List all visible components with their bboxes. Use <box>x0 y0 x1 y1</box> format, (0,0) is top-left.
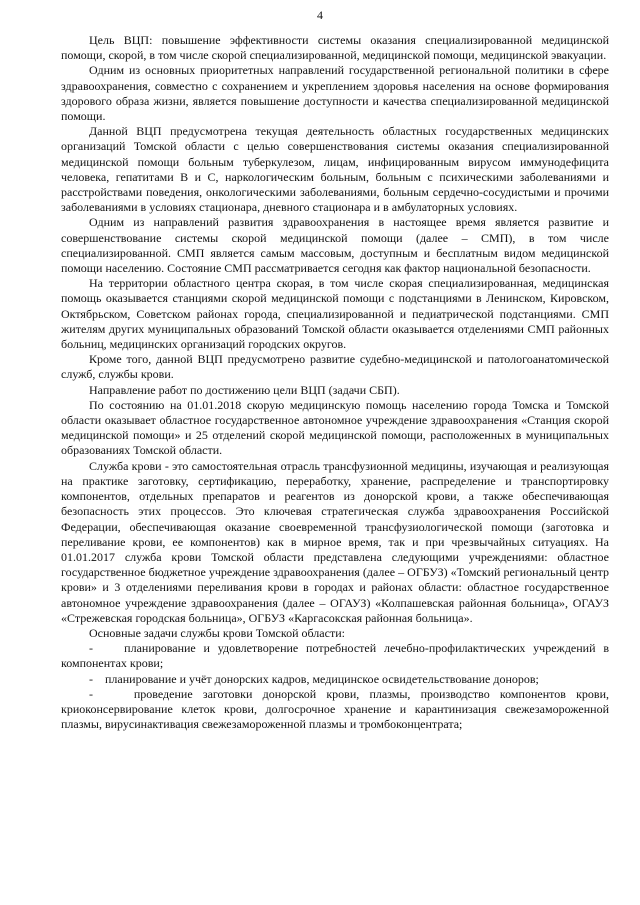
paragraph-vcp-activity: Данной ВЦП предусмотрена текущая деятельность областных государственных медицинских организаций Томской области с целью совершенствования системы оказания специализированной медицинской помощи больным туберкулезом, лицам, инфицированным вирусом иммунодефицита человека, гепатитами В и С, наркологическим больным, больным с психическими заболеваниями и расстройствами поведения, онкологическими заболеваниями, больным сердечно-сосудистыми и прочими заболеваниями в условиях стационара, дневного стационара и в амбулаторных условиях. <box>61 124 609 215</box>
paragraph-additional-services: Кроме того, данной ВЦП предусмотрено развитие судебно-медицинской и патологоанатомической служб, службы крови. <box>61 352 609 382</box>
list-item-task-1: - планирование и удовлетворение потребностей лечебно-профилактических учреждений в компонентах крови; <box>61 641 609 671</box>
document-body <box>61 33 609 732</box>
paragraph-goal: Цель ВЦП: повышение эффективности системы оказания специализированной медицинской помощи, скорой, в том числе скорой специализированной, медицинской помощи, медицинской эвакуации. <box>61 33 609 63</box>
list-item-task-2: - планирование и учёт донорских кадров, медицинское освидетельствование доноров; <box>89 671 539 686</box>
list-item-task-3: - проведение заготовки донорской крови, плазмы, производство компонентов крови, криоконсервирование клеток крови, долгосрочное хранение и карантинизация свежезамороженной плазмы, вирусинактивация свежезамороженной плазмы и тромбоконцентрата; <box>61 686 609 732</box>
paragraph-blood-service: Служба крови - это самостоятельная отрасль трансфузионной медицины, изучающая и реализующая на практике заготовку, сертификацию, переработку, хранение, распределение и транспортировку компонентов, отдельных препаратов и реагентов из донорской крови, а также обеспечивающая безопасность этих процессов. Это ключевая стратегическая служба здравоохранения Российской Федерации, обеспечивающая оказание своевременной трансфузиологической помощи (заготовка и переливание крови, ее компонентов) как в мирное время, так и при чрезвычайных ситуациях. На 01.01.2017 служба крови Томской области представлена следующими учреждениями: областное государственное бюджетное учреждение здравоохранения (далее – ОГБУЗ) «Томский региональный центр крови» и 3 отделениями переливания крови в городах и районах области: областное государственное автономное учреждение здравоохранения (далее – ОГАУЗ) «Колпашевская районная больница», ОГАУЗ «Стрежевская городская больница», ОГБУЗ «Каргасокская районная больница». <box>61 458 609 625</box>
paragraph-work-direction: Направление работ по достижению цели ВЦП (задачи СБП). <box>89 382 400 397</box>
page-number: 4 <box>317 8 323 22</box>
paragraph-blood-tasks-heading: Основные задачи службы крови Томской области: <box>89 625 345 640</box>
paragraph-priority: Одним из основных приоритетных направлений государственной региональной политики в сфере здравоохранения, совместно с сохранением и укреплением здоровья населения на основе формирования здорового образа жизни, является повышение доступности и качества специализированной медицинской помощи. <box>61 63 609 124</box>
paragraph-smp-development: Одним из направлений развития здравоохранения в настоящее время является развитие и совершенствование системы скорой медицинской помощи (далее – СМП), в том числе специализированной. СМП является самым массовым, доступным и бесплатным видом медицинской помощи населению. Состояние СМП рассматривается сегодня как фактор национальной безопасности. <box>61 215 609 276</box>
paragraph-regional-center: На территории областного центра скорая, в том числе скорая специализированная, медицинская помощь оказывается станциями скорой медицинской помощи с подстанциями в Ленинском, Кировском, Октябрьском, Советском районах города, специализированной и педиатрической подстанциями. СМП жителям других муниципальных образований Томской области оказывается отделениями СМП районных больниц, медицинских организаций городских округов. <box>61 276 609 352</box>
paragraph-status-2018: По состоянию на 01.01.2018 скорую медицинскую помощь населению города Томска и Томской области оказывает областное государственное автономное учреждение здравоохранения «Станция скорой медицинской помощи» и 25 отделений скорой медицинской помощи, расположенных в муниципальных образованиях Томской области. <box>61 397 609 458</box>
